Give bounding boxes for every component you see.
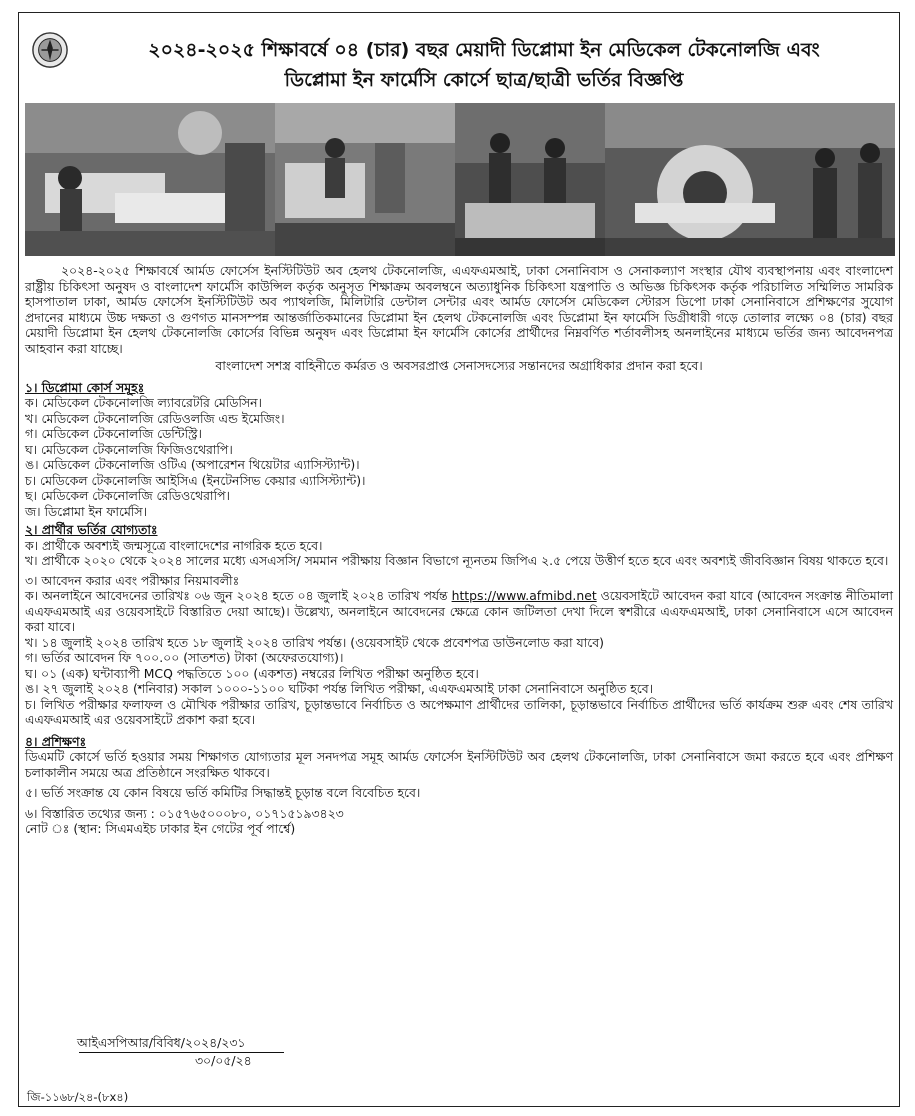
photo-staff-team bbox=[455, 103, 605, 256]
reference-block bbox=[77, 1035, 284, 1069]
application-rule: ঘ। ০১ (এক) ঘন্টাব্যাপী MCQ পদ্ধতিতে ১০০ (একশত) নম্বরের লিখিত পরীক্ষা অনুষ্ঠিত হবে। bbox=[25, 665, 479, 681]
course-item: ছ। মেডিকেল টেকনোলজি রেডিওথেরাপি। bbox=[25, 488, 230, 503]
eligibility-item: ক। প্রার্থীকে অবশ্যই জন্মসূত্রে বাংলাদেশের নাগরিক হতে হবে। bbox=[25, 537, 323, 553]
course-item: ঘ। মেডিকেল টেকনোলজি ফিজিওথেরাপি। bbox=[25, 441, 233, 457]
course-item: খ। মেডিকেল টেকনোলজি রেডিওলজি এন্ড ইমেজিং। bbox=[25, 410, 285, 426]
photo-lab-room bbox=[275, 103, 455, 256]
intro-paragraph: ২০২৪-২০২৫ শিক্ষাবর্ষে আর্মড ফোর্সেস ইনস্টিটিউট অব হেলথ টেকনোলজি, এএফএমআই, ঢাকা সেনানিবাস ও সেনাকল্যাণ সংস্থার যৌথ ব্যবস্থাপনায় এবং বাংলাদেশ রাষ্ট্রীয় চিকিৎসা অনুষদ ও বাংলাদেশ ফার্মেসি কাউন্সিল কর্তৃক অনুসৃত শিক্ষাক্রম অবলম্বনে অত্যাধুনিক চিকিৎসা যন্ত্রপাতি ও অভিজ্ঞ চিকিৎসক কর্তৃক পরিচালিত সম্মিলিত সামরিক হাসপাতাল ঢাকা, আর্মড ফোর্সেস ইনস্টিটিউট অব প্যাথলজি, মিলিটারি ডেন্টাল সেন্টার এবং আর্মড ফোর্সেস মেডিকেল স্টোরস ডিপো ঢাকা সেনানিবাসে প্রশিক্ষণের সুযোগ প্রদানের মাধ্যমে উচ্চ দক্ষতা ও গুণগত মানসম্পন্ন আন্তর্জাতিকমানের ডিপ্লোমা ইন হেলথ টেকনোলজি এবং ডিপ্লোমা ইন ফার্মেসি ডিগ্রীধারী গড়ে তোলার লক্ষ্যে ০৪ (চার) বছর মেয়াদী ডিপ্লোমা ইন হেলথ টেকনোলজি কোর্সের বিভিন্ন অনুষদ এবং ডিপ্লোমা ইন ফার্মেসি কোর্সের প্রার্থীদের নিম্নবর্ণিত শর্তাবলীসহ অনলাইনের মাধ্যমে ভর্তির জন্য আবেদনপত্র আহবান করা যাচ্ছে। bbox=[25, 263, 893, 356]
notice-header bbox=[19, 13, 899, 103]
section-5-statement: ৫। ভর্তি সংক্রান্ত যে কোন বিষয়ে ভর্তি কমিটির সিদ্ধান্তই চূড়ান্ত বলে বিবেচিত হবে। bbox=[25, 785, 421, 800]
application-rule-ka bbox=[25, 588, 893, 635]
contact-info: ৬। বিস্তারিত তথ্যের জন্য : ০১৫৭৬৫০০০৮০, ০১৭১৫১৯৩৪২৩ bbox=[25, 805, 344, 821]
notice-frame bbox=[18, 12, 900, 1107]
application-rule: খ। ১৪ জুলাই ২০২৪ তারিখ হতে ১৮ জুলাই ২০২৪ তারিখ পর্যন্ত। (ওয়েবসাইট থেকে প্রবেশপত্র ডাউনলোড করা যাবে) bbox=[25, 634, 604, 650]
course-item: ঙ। মেডিকেল টেকনোলজি ওটিএ (অপারেশন থিয়েটার এ্যাসিস্ট্যান্ট)। bbox=[25, 457, 360, 472]
application-rule: ঙ। ২৭ জুলাই ২০২৪ (শনিবার) সকাল ১০০০-১১০০ ঘটিকা পর্যন্ত লিখিত পরীক্ষা, এএফএমআই ঢাকা সেনানিবাসে অনুষ্ঠিত হবে। bbox=[25, 681, 654, 696]
training-paragraph: ডিএমটি কোর্সে ভর্তি হওয়ার সময় শিক্ষাগত যোগ্যতার মূল সনদপত্র সমূহ আর্মড ফোর্সেস ইনস্টিটিউট অব হেলথ টেকনোলজি, ঢাকা সেনানিবাসে জমা করতে হবে এবং প্রশিক্ষণ চলাকালীন সময়ে অত্র প্রতিষ্ঠানে সংরক্ষিত থাকবে। bbox=[25, 749, 893, 780]
section-4-title: ৪। প্রশিক্ষণঃ bbox=[25, 733, 87, 749]
application-rule: গ। ভর্তির আবেদন ফি ৭০০.০০ (সাতশত) টাকা (অফেরতযোগ্য)। bbox=[25, 650, 344, 665]
section-3-title: ৩। আবেদন করার এবং পরীক্ষার নিয়মাবলীঃ bbox=[25, 572, 240, 588]
location-note: নোট ঃ (স্থান: সিএমএইচ ঢাকার ইন গেটের পূর্ব পার্শ্বে) bbox=[25, 821, 296, 836]
photo-collage bbox=[25, 103, 895, 256]
publication-code: জি-১১৬৮/২৪-(৮x৪) bbox=[27, 1090, 129, 1104]
section-2-title: ২। প্রার্থীর ভর্তির যোগ্যতাঃ bbox=[25, 522, 158, 537]
website-link[interactable]: https://www.afmibd.net bbox=[451, 588, 597, 603]
page-title bbox=[79, 35, 889, 95]
section-1-title: ১। ডিপ্লোমা কোর্স সমূহঃ bbox=[25, 379, 145, 395]
reference-date: ৩০/০৫/২৪ bbox=[195, 1053, 252, 1068]
application-rule-ka-text: ক। অনলাইনে আবেদনের তারিখঃ ০৬ জুন ২০২৪ হতে ০৪ জুলাই ২০২৪ তারিখ পর্যন্ত bbox=[25, 588, 452, 603]
course-item: জ। ডিপ্লোমা ইন ফার্মেসি। bbox=[25, 503, 148, 519]
photo-operating-room bbox=[25, 103, 275, 256]
course-item: গ। মেডিকেল টেকনোলজি ডেন্টিস্ট্রি। bbox=[25, 426, 202, 441]
course-item: ক। মেডিকেল টেকনোলজি ল্যাবরেটরি মেডিসিন। bbox=[25, 395, 262, 410]
application-rule: চ। লিখিত পরীক্ষার ফলাফল ও মৌখিক পরীক্ষার তারিখ, চূড়ান্তভাবে নির্বাচিত ও অপেক্ষমাণ প্রার্থীদের তালিকা, চূড়ান্তভাবে নির্বাচিত প্রার্থীদের ভর্তি কার্যক্রম শুরু এবং শেষ তারিখ এএফএমআই এর ওয়েবসাইটে প্রকাশ করা হবে। bbox=[25, 696, 893, 727]
title-line-1: ২০২৪-২০২৫ শিক্ষাবর্ষে ০৪ (চার) বছর মেয়াদী ডিপ্লোমা ইন মেডিকেল টেকনোলজি এবং bbox=[148, 39, 820, 61]
notice-body bbox=[25, 263, 893, 837]
course-item: চ। মেডিকেল টেকনোলজি আইসিএ (ইনটেনসিভ কেয়ার এ্যাসিস্ট্যান্ট)। bbox=[25, 472, 366, 488]
top-cropped-strip bbox=[0, 0, 915, 8]
photo-scanner-room bbox=[605, 103, 895, 256]
emblem-icon bbox=[31, 31, 69, 69]
reference-number: আইএসপিআর/বিবিধ/২০২৪/২৩১ bbox=[77, 1035, 246, 1050]
title-line-2: ডিপ্লোমা ইন ফার্মেসি কোর্সে ছাত্র/ছাত্রী ভর্তির বিজ্ঞপ্তি bbox=[284, 69, 684, 91]
eligibility-item: খ। প্রার্থীকে ২০২০ থেকে ২০২৪ সালের মধ্যে এসএসসি/ সমমান পরীক্ষায় বিজ্ঞান বিভাগে ন্যূনতম জিপিএ ২.৫ পেয়ে উত্তীর্ণ হতে হবে এবং অবশ্যই জীববিজ্ঞান বিষয় থাকতে হবে। bbox=[25, 553, 889, 568]
application-rule-ka-text-2: ওয়েবসাইটে আবেদন করা যাবে (আবেদন সংক্রান্ত নীতিমালা এএফএমআই এর ওয়েবসাইটে বিস্তারিত দেয়া আছে)। উল্লেখ্য, অনলাইনে আবেদনের ক্ষেত্রে কোন জটিলতা দেখা দিলে স্বশরীরে এএফএমআই, ঢাকা সেনানিবাসে এসে আবেদন করা যাবে। bbox=[25, 588, 893, 634]
priority-statement: বাংলাদেশ সশস্ত্র বাহিনীতে কর্মরত ও অবসরপ্রাপ্ত সেনাসদস্যের সন্তানদের অগ্রাধিকার প্রদান করা হবে। bbox=[215, 358, 703, 373]
